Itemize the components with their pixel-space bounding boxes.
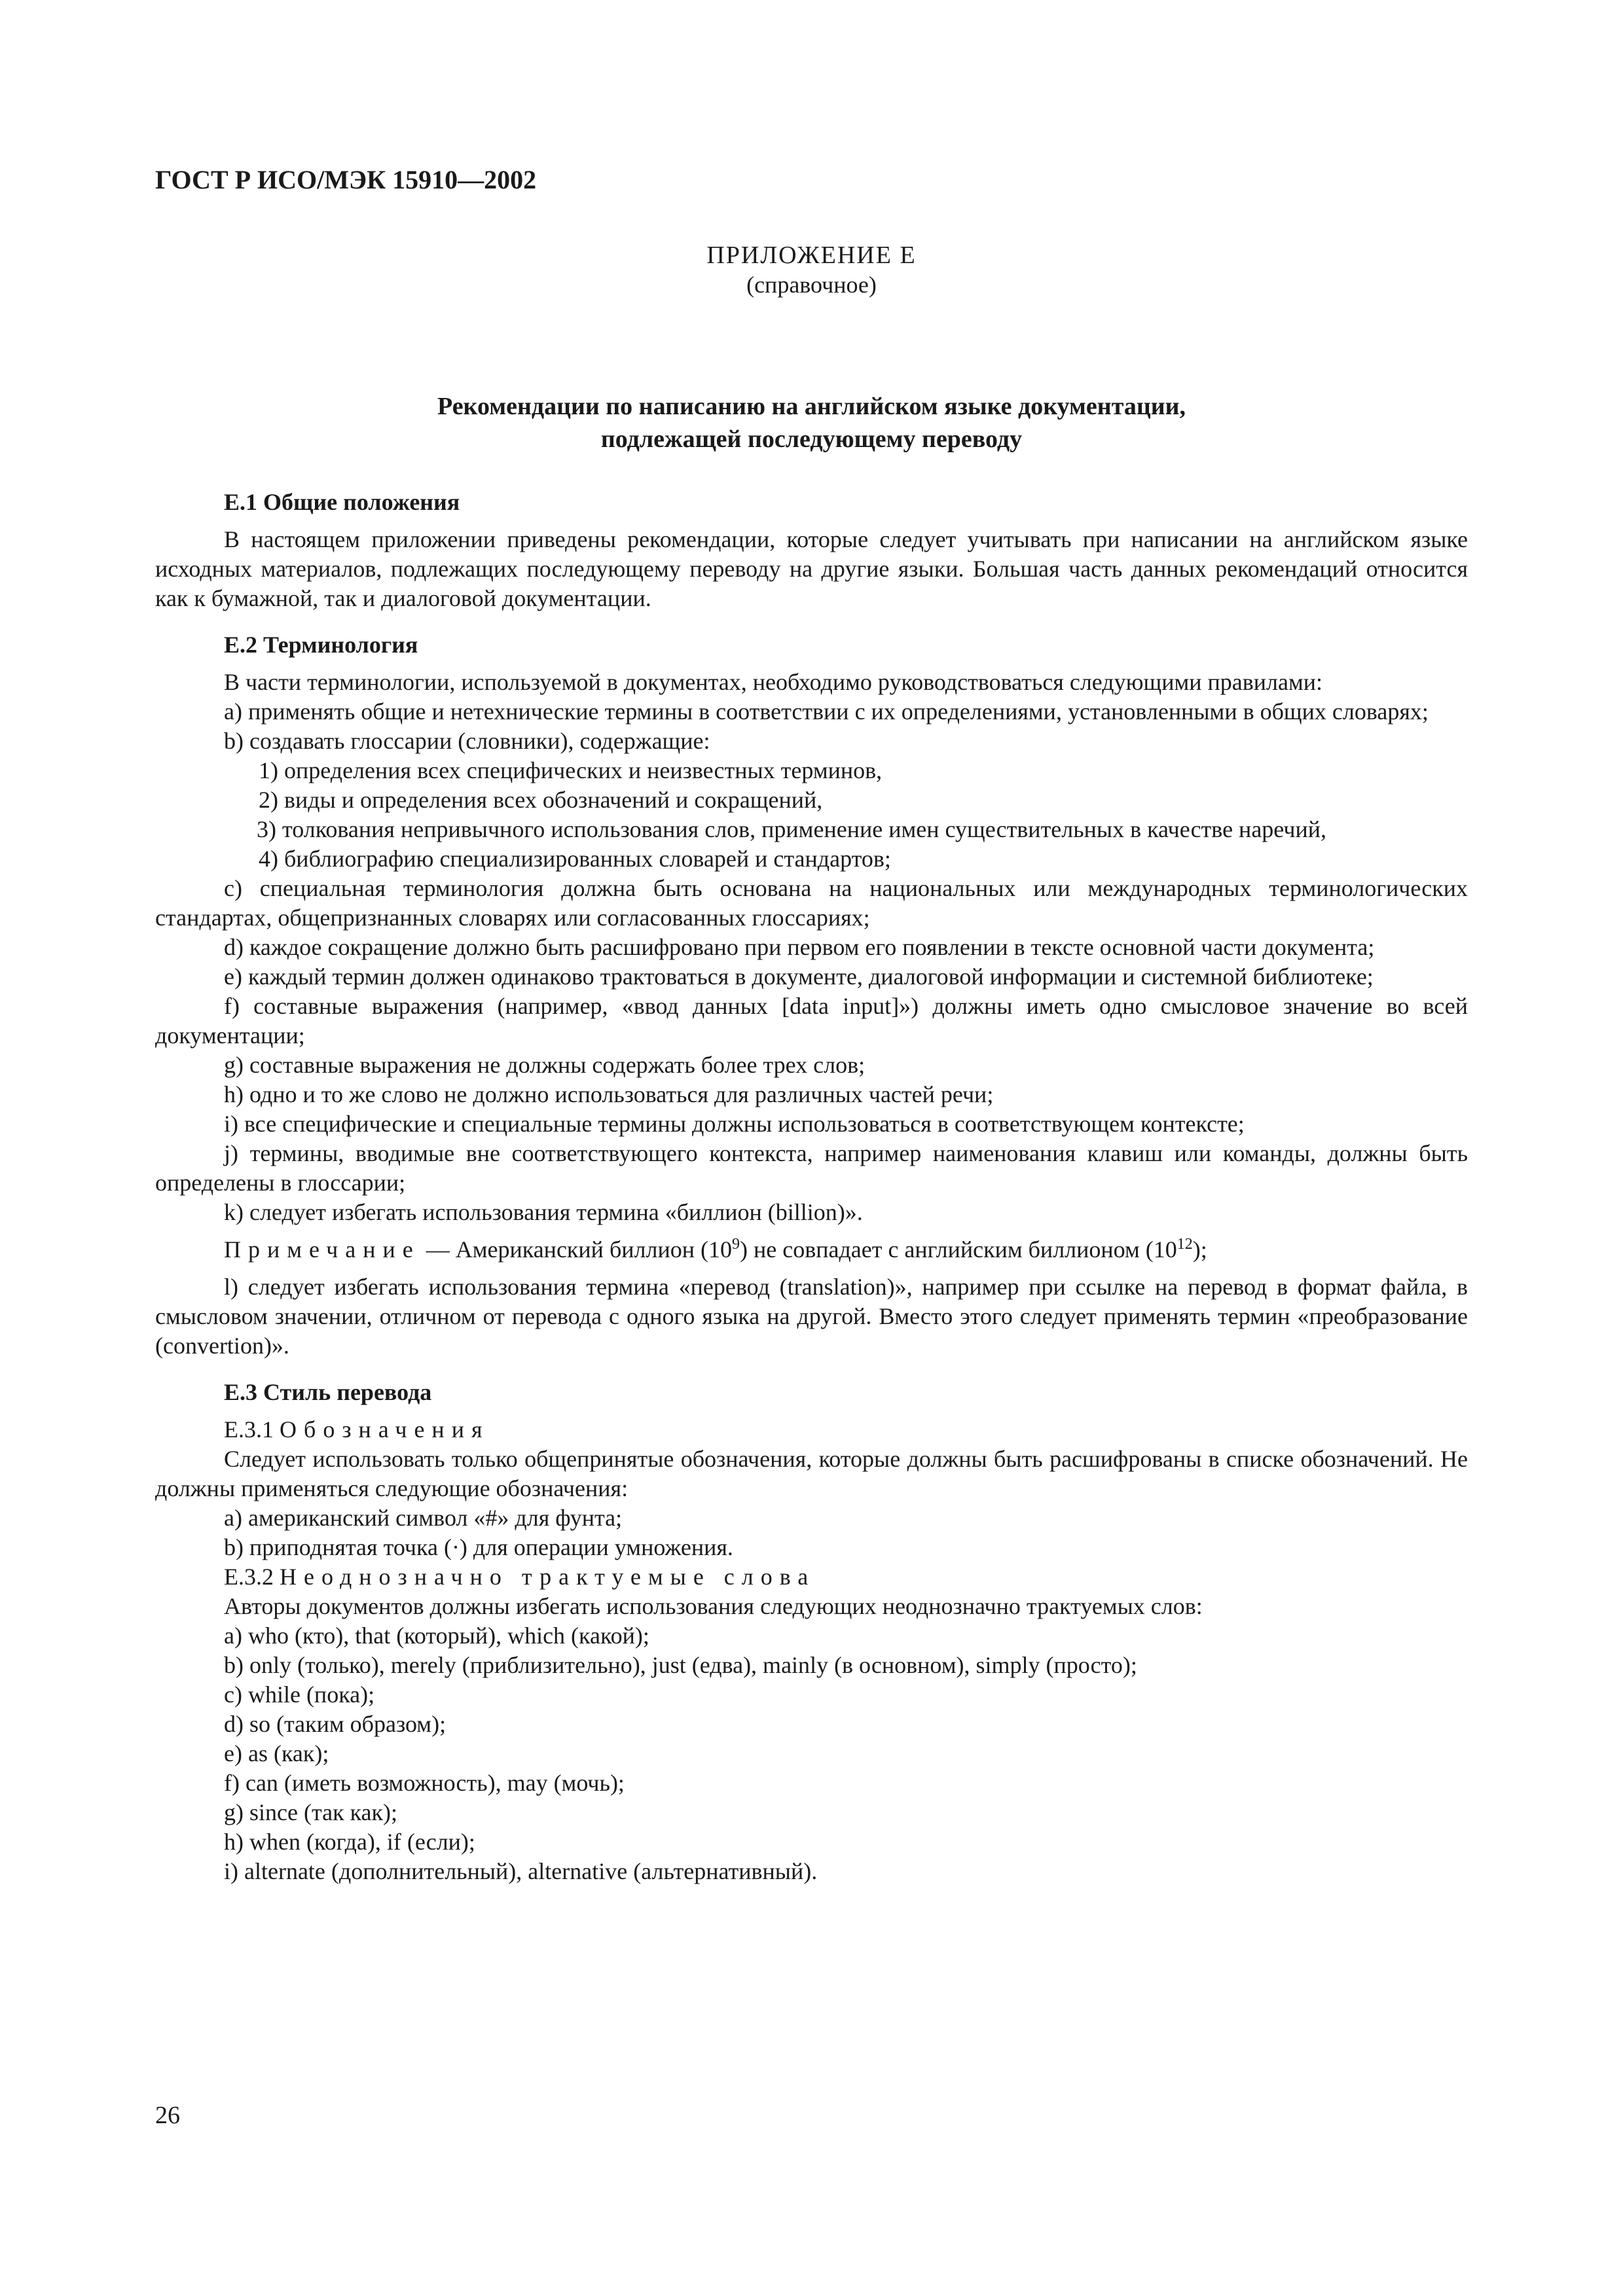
appendix-subtitle: (справочное)	[746, 272, 877, 298]
word-item: b) only (только), merely (приблизительно), just (едва), mainly (в основном), simply (просто);	[224, 1652, 1137, 1678]
word-item: h) when (когда), if (если);	[224, 1829, 475, 1855]
rule-b3: 3) толкования непривычного использования слов, применение имен существительных в качестве наречий,	[257, 816, 1327, 842]
note: Примечание — Американский биллион $(10^9)$ не совпадает с английским биллионом $(10^{12})$;	[224, 1236, 1207, 1263]
heading-line-1: Рекомендации по написанию на английском языке документации,	[437, 393, 1186, 420]
rule-a: a) применять общие и нетехнические термины в соответствии с их определениями, установленными в общих словарях;	[224, 698, 1429, 725]
rule-b: b) создавать глоссарии (словники), содержащие:	[224, 728, 710, 754]
word-item: f) can (иметь возможность), may (мочь);	[224, 1770, 625, 1796]
word-item: a) who (кто), that (который), which (какой);	[224, 1623, 649, 1649]
section-e2-title: Е.2 Терминология	[224, 632, 418, 658]
subsection-e32-text: Авторы документов должны избегать использования следующих неоднозначно трактуемых слов:	[224, 1593, 1203, 1619]
word-item: i) alternate (дополнительный), alternative (альтернативный).	[224, 1858, 818, 1884]
word-item: c) while (пока);	[224, 1681, 375, 1708]
document-body	[155, 488, 1468, 1886]
rule-k: k) следует избегать использования термина «биллион (billion)».	[224, 1199, 863, 1225]
section-e1-title: Е.1 Общие положения	[224, 489, 460, 515]
word-item: e) as (как);	[224, 1740, 329, 1767]
appendix-header	[0, 241, 1623, 300]
appendix-title: ПРИЛОЖЕНИЕ Е	[706, 242, 917, 269]
word-item: d) so (таким образом);	[224, 1711, 447, 1737]
subsection-e31-title: Обозначения	[280, 1416, 490, 1443]
notation-b: b) приподнятая точка (·) для операции умножения.	[224, 1534, 733, 1560]
rule-c: c) специальная терминология должна быть основана на национальных или международных терминологических стандартах, общепризнанных словарях или согласованных глоссариях;	[155, 875, 1468, 931]
document-code: ГОСТ Р ИСО/МЭК 15910—2002	[155, 165, 537, 194]
rule-l: l) следует избегать использования термина «перевод (translation)», например при ссылке на перевод в формат файла, в смысловом значении, отличном от перевода с одного языка на другой. Вместо этого следует применять термин «преобразование (convertion)».	[155, 1274, 1468, 1359]
rule-h: h) одно и то же слово не должно использоваться для различных частей речи;	[224, 1081, 994, 1107]
rule-f: f) составные выражения (например, «ввод данных [data input]») должны иметь одно смысловое значение во всей документации;	[155, 993, 1468, 1049]
rule-j: j) термины, вводимые вне соответствующего контекста, например наименования клавиш или команды, должны быть определены в глоссарии;	[155, 1140, 1468, 1196]
note-label: Примечание	[224, 1236, 420, 1263]
rule-b2: 2) виды и определения всех обозначений и сокращений,	[259, 787, 823, 813]
section-e1-text: В настоящем приложении приведены рекомендации, которые следует учитывать при написании на английском языке исходных материалов, подлежащих последующему переводу на другие языки. Большая часть данных рекомендаций относится как к бумажной, так и диалоговой документации.	[155, 526, 1468, 611]
subsection-e32-title: Неоднозначно трактуемые слова	[280, 1564, 816, 1590]
subsection-e32-heading: Е.3.2 Неоднозначно трактуемые слова	[224, 1564, 816, 1590]
rule-e: e) каждый термин должен одинаково трактоваться в документе, диалоговой информации и системной библиотеке;	[224, 963, 1374, 990]
rule-b1: 1) определения всех специфических и неизвестных терминов,	[259, 757, 883, 783]
rule-b4: 4) библиографию специализированных словарей и стандартов;	[259, 846, 891, 872]
heading-line-2: подлежащей последующему переводу	[600, 425, 1023, 453]
rule-d: d) каждое сокращение должно быть расшифровано при первом его появлении в тексте основной части документа;	[224, 934, 1375, 960]
rule-i: i) все специфические и специальные термины должны использоваться в соответствующем контексте;	[224, 1111, 1245, 1137]
notation-a: a) американский символ «#» для фунта;	[224, 1505, 623, 1531]
subsection-e31-heading: Е.3.1 Обозначения	[224, 1416, 490, 1443]
rule-g: g) составные выражения не должны содержать более трех слов;	[224, 1052, 866, 1078]
word-item: g) since (так как);	[224, 1799, 397, 1825]
appendix-heading	[0, 390, 1623, 456]
page-number: 26	[155, 2102, 180, 2129]
subsection-e31-text: Следует использовать только общепринятые обозначения, которые должны быть расшифрованы в списке обозначений. Не должны применяться следующие обозначения:	[155, 1446, 1468, 1501]
section-e3-title: Е.3 Стиль перевода	[224, 1379, 432, 1405]
section-e2-intro: В части терминологии, используемой в документах, необходимо руководствоваться следующими правилами:	[224, 669, 1323, 695]
